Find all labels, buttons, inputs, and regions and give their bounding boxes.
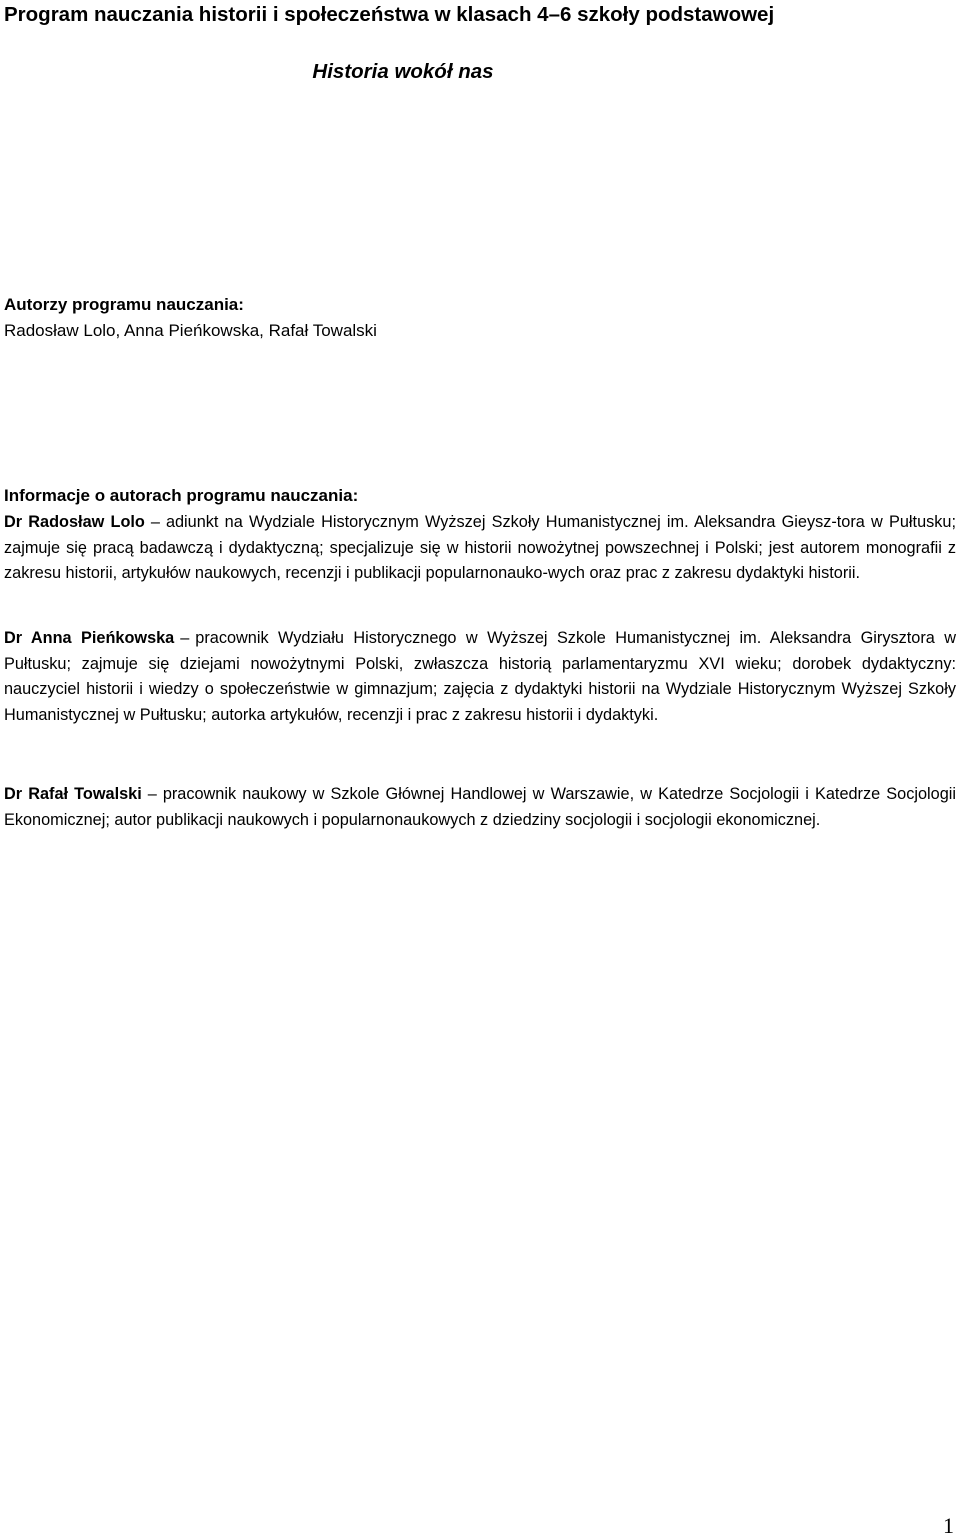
bio-radoslaw-lolo	[4, 510, 956, 587]
bio-text: pracownik naukowy w Szkole Głównej Handlowej w Warszawie, w Katedrze Socjologii i Katedrze Socjologii Ekonomicznej; autor publikacji naukowych i popularnonaukowych z dziedziny socjologii i socjologii ekonomicznej.	[4, 785, 957, 829]
bio-text: pracownik Wydziału Historycznego w Wyższej Szkole Humanistycznej im. Aleksandra Girysztora w Pułtusku; zajmuje się dziejami nowożytnymi Polski, zwłaszcza historią parlamentaryzmu XVI wieku; dorobek dydaktyczny: nauczyciel historii i wiedzy o społeczeństwie w gimnazjum; zajęcia z dydaktyki historii na Wydziale Historycznym Wyższej Szkoły Humanistycznej w Pułtusku; autorka artykułów, recenzji i prac z zakresu historii i dydaktyki.	[4, 629, 956, 724]
authors-heading: Autorzy programu nauczania:	[4, 295, 244, 314]
bio-name: Dr Anna Pieńkowska	[4, 629, 175, 647]
bio-dash: –	[180, 629, 190, 647]
bio-anna-pienkowska	[4, 626, 956, 728]
bio-dash: –	[147, 785, 157, 803]
bio-name: Dr Radosław Lolo	[4, 513, 145, 531]
authors-names: Radosław Lolo, Anna Pieńkowska, Rafał Towalski	[4, 321, 377, 340]
bio-text: adiunkt na Wydziale Historycznym Wyższej Szkoły Humanistycznej im. Aleksandra Gieysz-tora w Pułtusku; zajmuje się pracą badawczą i dydaktyczną; specjalizuje się w historii nowożytnej powszechnej i Polski; jest autorem monografii z zakresu historii, artykułów naukowych, recenzji i publikacji popularnonauko-wych oraz prac z zakresu dydaktyki historii.	[4, 513, 956, 583]
page-number: 1	[943, 1513, 954, 1538]
bio-name: Dr Rafał Towalski	[4, 785, 142, 803]
document-title: Program nauczania historii i społeczeństwa w klasach 4–6 szkoły podstawowej	[4, 3, 775, 26]
bio-dash: –	[150, 513, 160, 531]
document-subtitle: Historia wokół nas	[312, 60, 494, 83]
info-heading: Informacje o autorach programu nauczania:	[4, 486, 359, 505]
bio-rafal-towalski	[4, 782, 956, 833]
